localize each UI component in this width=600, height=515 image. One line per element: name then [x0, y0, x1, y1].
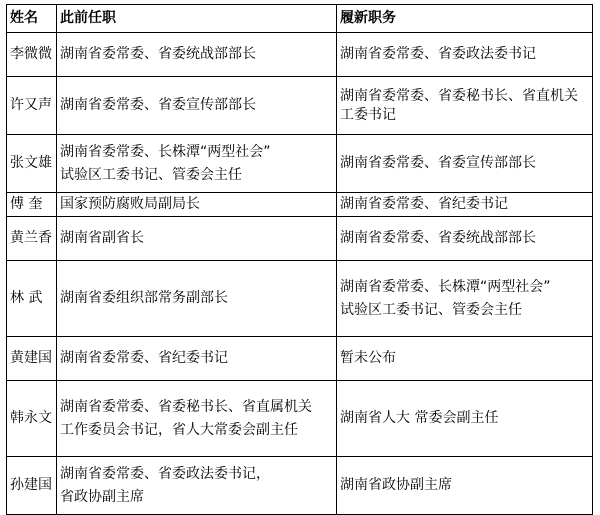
new-post [337, 193, 593, 217]
previous-post-line: 国家预防腐败局副局长 [60, 196, 200, 212]
person-name: 李微微 [7, 33, 57, 77]
table-row [7, 217, 593, 261]
new-post [337, 381, 593, 457]
person-name: 韩永文 [7, 381, 57, 457]
person-name: 许又声 [7, 77, 57, 135]
previous-post-line: 湖南省副省长 [60, 230, 144, 246]
table-row [7, 135, 593, 193]
new-post-line: 试验区工委书记、管委会主任 [340, 301, 522, 318]
previous-post-line: 试验区工委书记、管委会主任 [60, 166, 242, 183]
person-name: 黄建国 [7, 337, 57, 381]
header-row [7, 5, 593, 33]
previous-post [57, 337, 337, 381]
new-post-line: 湖南省委常委、长株潭“两型社会” [340, 278, 551, 295]
previous-post [57, 135, 337, 193]
previous-post-line: 湖南省委常委、长株潭“两型社会” [60, 143, 271, 160]
header-previous-post: 此前任职 [57, 5, 337, 33]
person-name: 张文雄 [7, 135, 57, 193]
table-row [7, 77, 593, 135]
new-post [337, 135, 593, 193]
person-name: 黄兰香 [7, 217, 57, 261]
previous-post-line: 湖南省委常委、省纪委书记 [60, 350, 228, 366]
appointments-table-wrapper [6, 4, 593, 515]
person-name: 孙建国 [7, 457, 57, 515]
previous-post [57, 193, 337, 217]
previous-post-line: 省政协副主席 [60, 488, 144, 505]
previous-post [57, 457, 337, 515]
new-post-line: 湖南省政协副主席 [340, 477, 452, 493]
new-post [337, 337, 593, 381]
previous-post [57, 33, 337, 77]
table-row [7, 457, 593, 515]
appointments-table [6, 4, 593, 515]
person-name: 林 武 [7, 261, 57, 337]
new-post-line: 暂未公布 [340, 350, 396, 366]
new-post [337, 217, 593, 261]
new-post [337, 261, 593, 337]
header-name: 姓名 [7, 5, 57, 33]
new-post [337, 33, 593, 77]
previous-post-line: 工作委员会书记，省人大常委会副主任 [60, 421, 298, 438]
table-row [7, 261, 593, 337]
new-post-line: 湖南省人大 常委会副主任 [340, 410, 499, 426]
previous-post-line: 湖南省委常委、省委统战部部长 [60, 46, 256, 62]
previous-post [57, 261, 337, 337]
new-post [337, 457, 593, 515]
table-row [7, 337, 593, 381]
previous-post-line: 湖南省委常委、省委政法委书记， [60, 465, 270, 482]
new-post-line: 湖南省委常委、省委政法委书记 [340, 46, 536, 62]
new-post-line: 湖南省委常委、省委统战部部长 [340, 230, 536, 246]
person-name: 傅 奎 [7, 193, 57, 217]
header-new-post: 履新职务 [337, 5, 593, 33]
table-row [7, 33, 593, 77]
table-row [7, 193, 593, 217]
previous-post-line: 湖南省委常委、省委秘书长、省直属机关 [60, 398, 312, 415]
previous-post-line: 湖南省委组织部常务副部长 [60, 290, 228, 306]
new-post-line: 湖南省委常委、省委宣传部部长 [340, 155, 536, 171]
new-post-line: 湖南省委常委、省纪委书记 [340, 196, 508, 212]
table-row [7, 381, 593, 457]
previous-post [57, 217, 337, 261]
previous-post [57, 77, 337, 135]
new-post-line: 湖南省委常委、省委秘书长、省直机关工委书记 [340, 87, 578, 123]
previous-post-line: 湖南省委常委、省委宣传部部长 [60, 97, 256, 113]
new-post [337, 77, 593, 135]
previous-post [57, 381, 337, 457]
